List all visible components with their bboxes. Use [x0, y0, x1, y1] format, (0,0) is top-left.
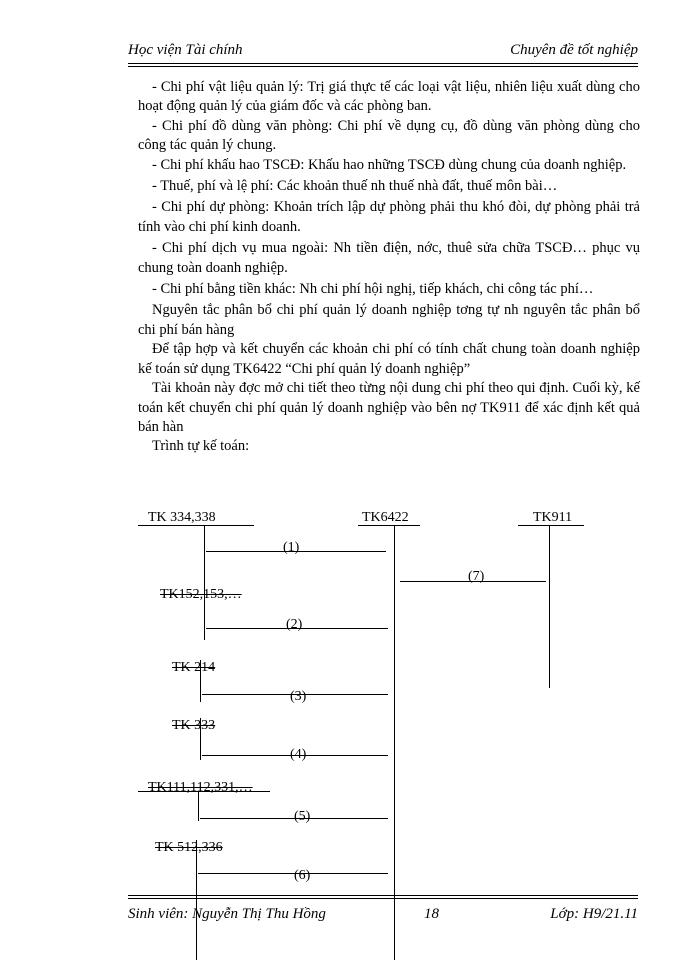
paragraph: - Chi phí dự phòng: Khoản trích lập dự phòng phải thu khó đòi, dự phòng phải trả tính vào chi phí kinh doanh. [138, 199, 640, 235]
paragraph: - Chi phí bằng tiền khác: Nh chi phí hội nghị, tiếp khách, chi công tác phí… [152, 281, 594, 298]
t-account-line-tk6422 [358, 525, 420, 526]
vertical-tk512 [196, 840, 197, 960]
t-account-line-tk111 [138, 791, 270, 792]
t-account-line-tk334 [138, 525, 254, 526]
vertical-tk333 [200, 718, 201, 760]
account-tk911: TK911 [533, 510, 573, 525]
paragraph: Trình tự kế toán: [152, 438, 250, 455]
vertical-tk152 [204, 600, 205, 640]
t-account-line-tk911 [518, 525, 584, 526]
paragraph: Nguyên tắc phân bổ chi phí quản lý doanh nghiệp tơng tự nh nguyên tắc phân bổ chi phí bán hàng [138, 302, 640, 338]
step-label-5: (5) [294, 809, 311, 824]
paragraph: Tài khoản này đợc mở chi tiết theo từng nội dung chi phí theo qui định. Cuối kỳ, kế toán kết chuyển chi phí quản lý doanh nghiệp vào bên nợ TK911 để xác định kết quả bán hàn [138, 380, 640, 435]
step-label-7: (7) [468, 569, 485, 584]
paragraph: - Chi phí khấu hao TSCĐ: Khấu hao những TSCĐ dùng chung của doanh nghiệp. [152, 156, 627, 173]
step-label-3: (3) [290, 689, 307, 704]
paragraph: - Thuế, phí và lệ phí: Các khoản thuế nh thuế nhà đất, thuế môn bài… [152, 178, 558, 195]
footer-rule [128, 895, 638, 896]
account-tk334: TK 334,338 [148, 510, 216, 525]
vertical-tk111 [198, 791, 199, 821]
account-tk333: TK 333 [172, 718, 216, 733]
account-tk214: TK 214 [172, 660, 216, 675]
header-doc-type: Chuyên đề tốt nghiệp [510, 42, 638, 58]
footer-class: Lớp: H9/21.11 [550, 906, 638, 922]
account-tk152: TK152,153,… [160, 587, 242, 602]
footer-page-number: 18 [424, 906, 439, 922]
step-label-1: (1) [283, 540, 300, 555]
step-label-6: (6) [294, 868, 311, 883]
header-institution: Học viện Tài chính [128, 42, 243, 58]
footer-rule-2 [128, 898, 638, 899]
step-label-4: (4) [290, 747, 307, 762]
account-tk111: TK111,112,331,… [148, 780, 253, 795]
vertical-tk214 [200, 660, 201, 702]
vertical-tk911 [549, 525, 550, 688]
footer-student: Sinh viên: Nguyễn Thị Thu Hồng [128, 906, 326, 922]
step-label-2: (2) [286, 617, 303, 632]
paragraph: - Chi phí dịch vụ mua ngoài: Nh tiền điện, nớc, thuê sửa chữa TSCĐ… phục vụ chung toàn doanh nghiệp. [138, 240, 640, 276]
paragraph: Để tập hợp và kết chuyển các khoản chi phí có tính chất chung toàn doanh nghiệp kế toán sử dụng TK6422 “Chi phí quản lý doanh nghiệp” [138, 341, 640, 377]
account-tk512: TK 512,336 [155, 840, 223, 855]
paragraph: - Chi phí vật liệu quản lý: Trị giá thực tế các loại vật liệu, nhiên liệu xuất dùng cho hoạt động quản lý của giám đốc và các phòng ban. [138, 79, 640, 115]
account-tk6422: TK6422 [362, 510, 409, 525]
arrow-line-6 [198, 873, 388, 874]
paragraph: - Chi phí đồ dùng văn phòng: Chi phí về dụng cụ, đồ dùng văn phòng dùng cho công tác quản lý chung. [138, 117, 640, 154]
